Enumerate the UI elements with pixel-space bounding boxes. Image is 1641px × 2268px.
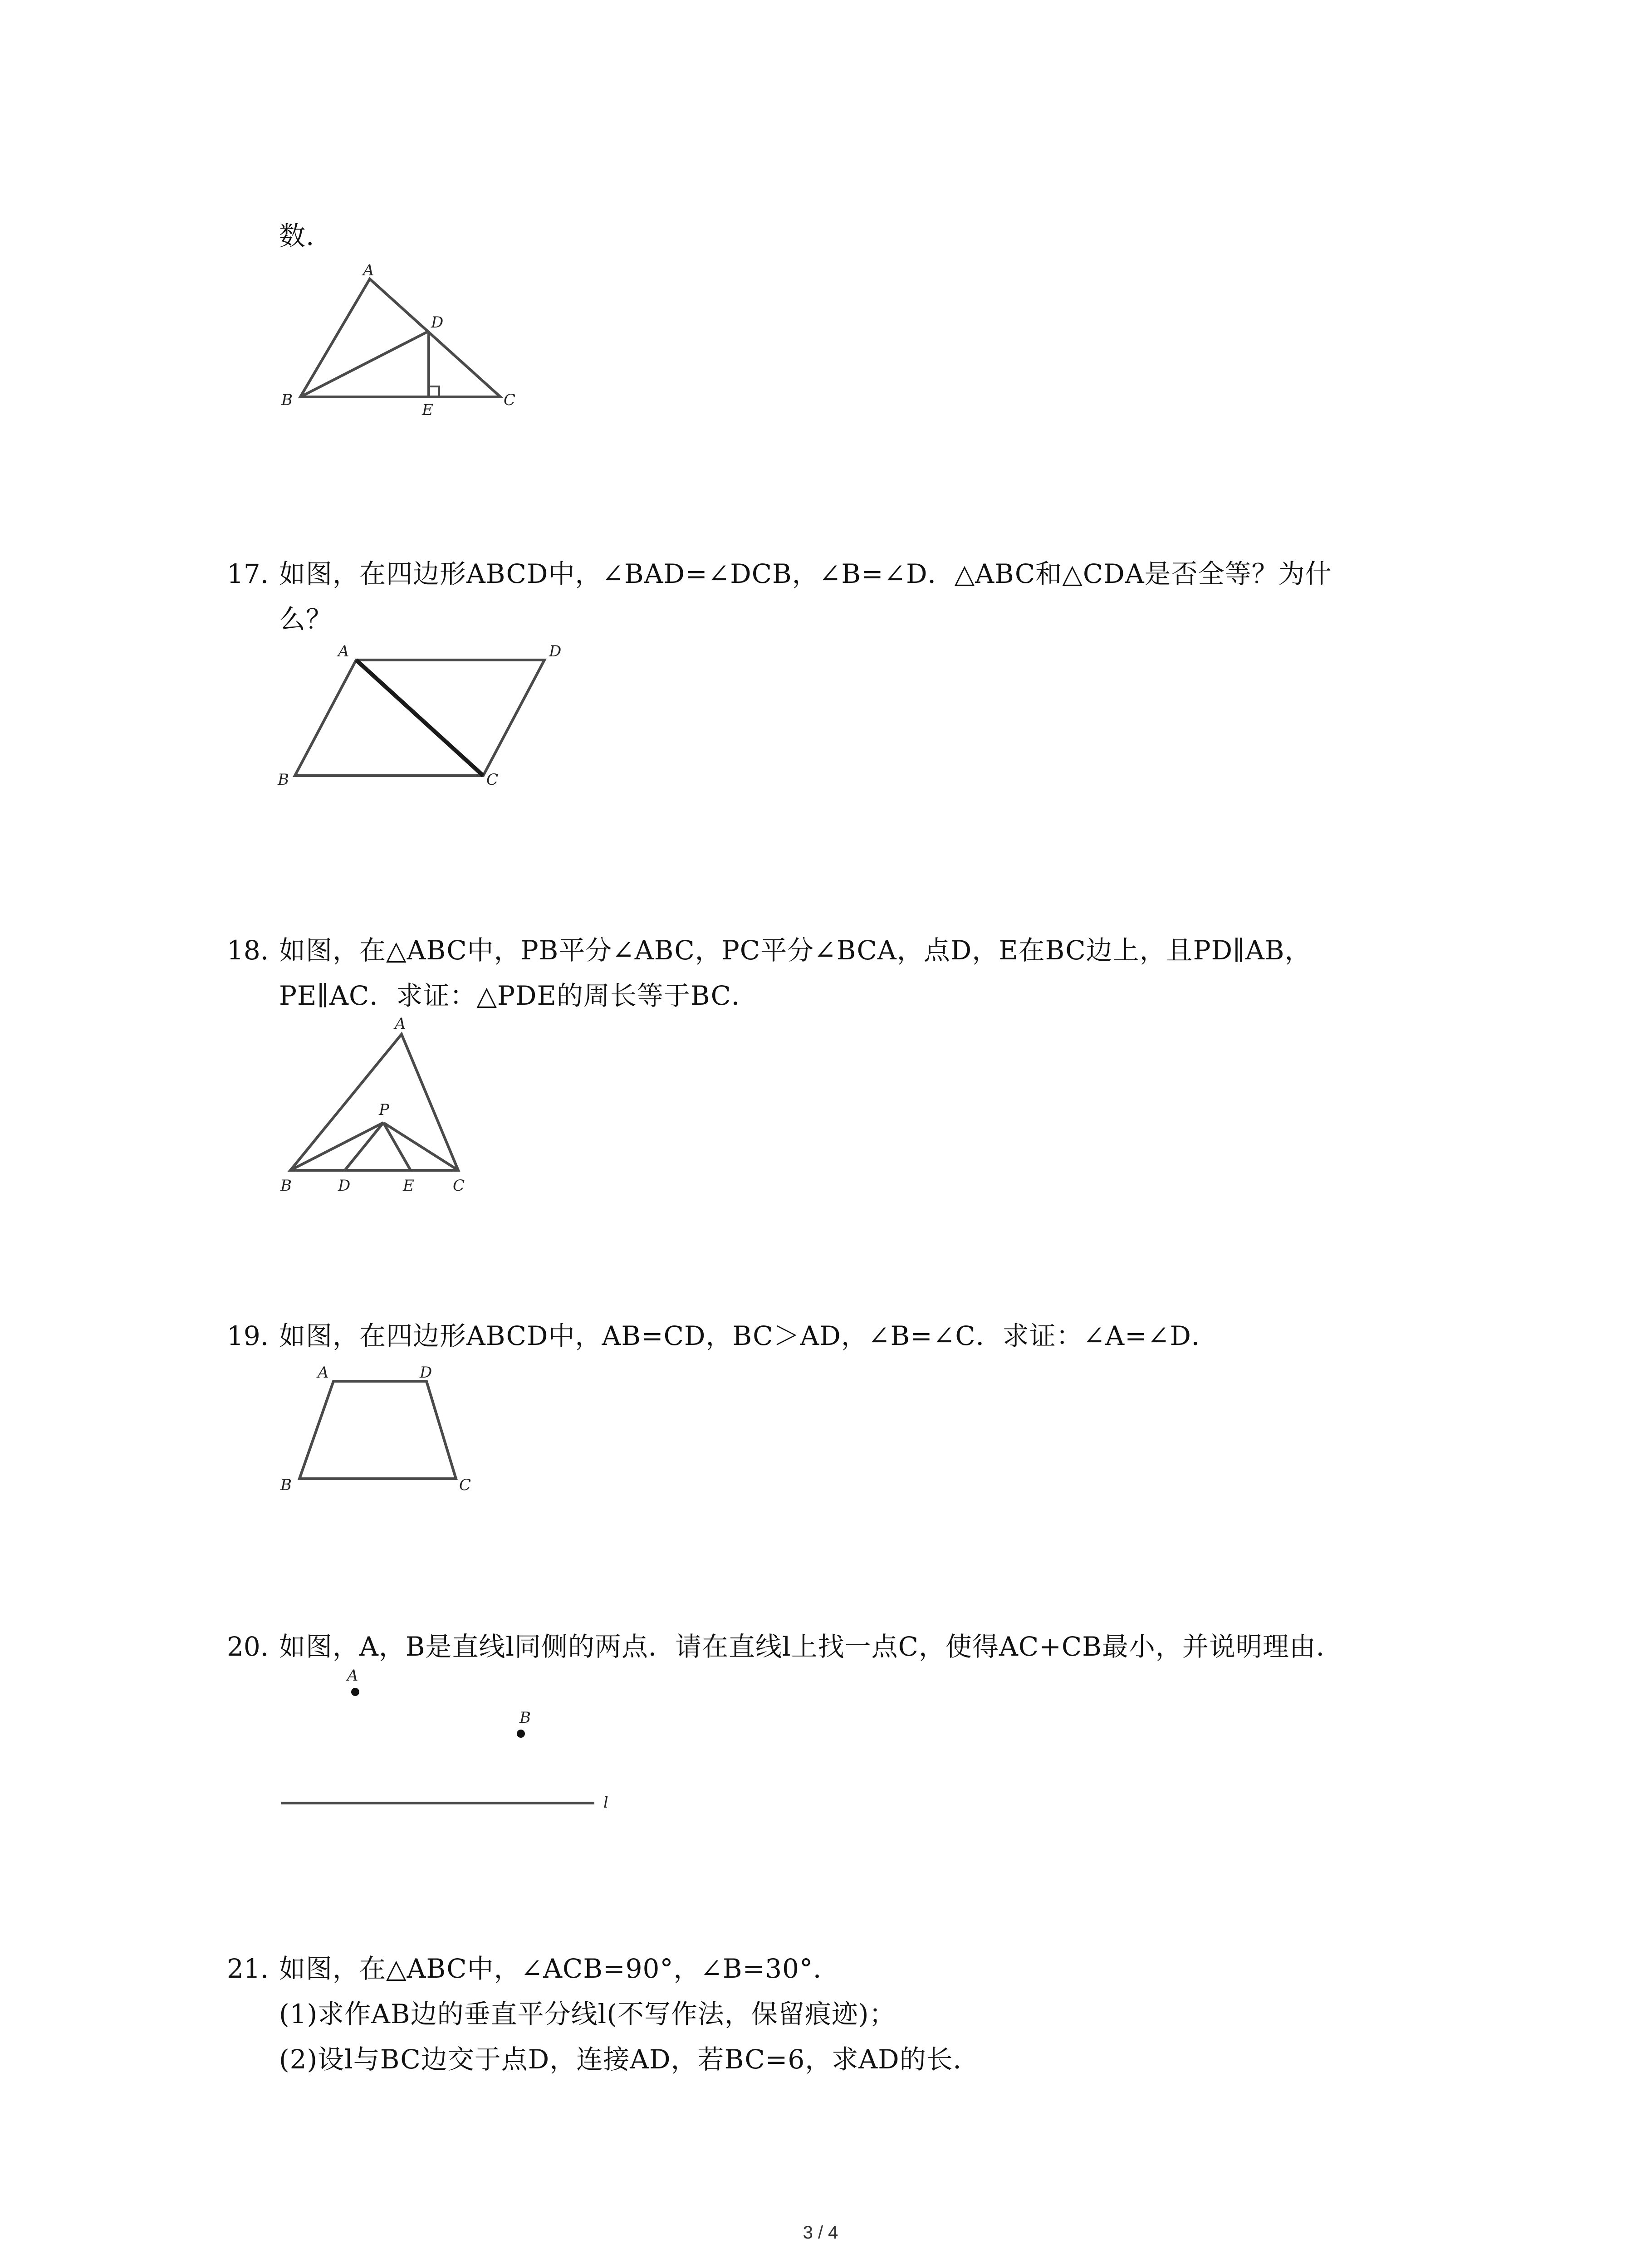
q17-label-c: C: [486, 771, 499, 789]
q18-label-c: C: [453, 1177, 465, 1195]
q16-label-a: A: [363, 261, 374, 279]
q20-point-b: [517, 1730, 525, 1738]
q18-label-a: A: [395, 1015, 406, 1033]
q21-number: 21.: [227, 1953, 269, 1984]
q16-label-b: B: [281, 391, 293, 409]
q18-label-p: P: [379, 1101, 389, 1119]
q20-point-a: [351, 1688, 359, 1696]
q20-label-b: B: [519, 1709, 531, 1727]
q18-text-line1: 如图，在△ABC中，PB平分∠ABC，PC平分∠BCA，点D，E在BC边上，且PD∥AB，: [279, 935, 1312, 966]
q16-label-e: E: [422, 401, 433, 419]
q20-label-a: A: [347, 1667, 358, 1685]
q19-label-b: B: [280, 1476, 292, 1494]
q18-number: 18.: [227, 935, 269, 966]
q21-text-line2: (1)求作AB边的垂直平分线l(不写作法，保留痕迹)；: [279, 1999, 896, 2029]
q20-label-l: l: [603, 1794, 608, 1812]
q17-text-line2: 么？: [279, 604, 333, 635]
q19-label-a: A: [318, 1364, 329, 1382]
q16-label-c: C: [504, 391, 516, 409]
q19-number: 19.: [227, 1320, 269, 1351]
q17-number: 17.: [227, 558, 269, 589]
q17-label-a: A: [338, 642, 349, 660]
page-number: 3 / 4: [803, 2223, 838, 2243]
q16-text-tail: 数.: [279, 220, 315, 251]
q18-label-d: D: [338, 1177, 351, 1195]
q20-number: 20.: [227, 1631, 269, 1662]
q21-text-line3: (2)设l与BC边交于点D，连接AD，若BC=6，求AD的长．: [279, 2044, 980, 2075]
q19-label-c: C: [459, 1476, 471, 1494]
q18-label-b: B: [280, 1177, 292, 1195]
q17-text-line1: 如图，在四边形ABCD中，∠BAD=∠DCB，∠B=∠D．△ABC和△CDA是否全等？为什: [279, 558, 1332, 589]
q16-label-d: D: [431, 313, 444, 332]
q18-label-e: E: [403, 1177, 414, 1195]
q17-label-d: D: [549, 642, 562, 660]
q20-text-line1: 如图，A，B是直线l同侧的两点．请在直线l上找一点C，使得AC+CB最小，并说明理由．: [279, 1631, 1343, 1662]
q19-text-line1: 如图，在四边形ABCD中，AB=CD，BC＞AD，∠B=∠C．求证：∠A=∠D．: [279, 1320, 1218, 1351]
q17-label-b: B: [278, 771, 289, 789]
q18-text-line2: PE∥AC．求证：△PDE的周长等于BC．: [279, 980, 758, 1011]
q19-label-d: D: [420, 1364, 432, 1382]
q21-text-line1: 如图，在△ABC中，∠ACB=90°，∠B=30°．: [279, 1953, 840, 1984]
